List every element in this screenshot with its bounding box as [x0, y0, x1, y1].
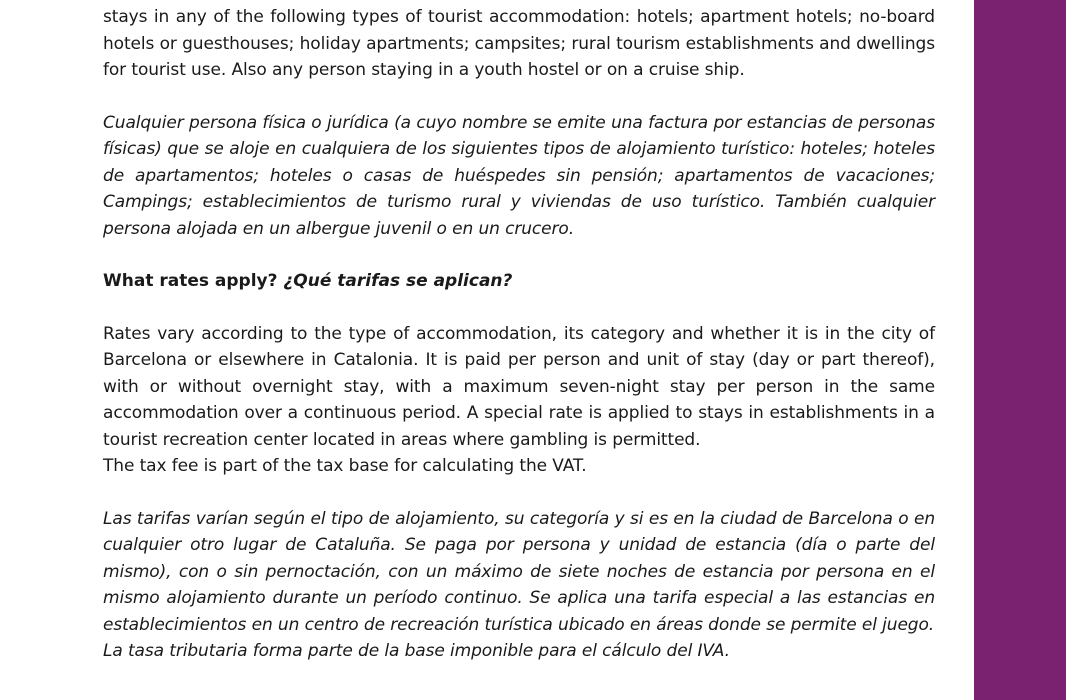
section-heading-rates: [103, 268, 935, 295]
document-content: [103, 4, 935, 691]
heading-es: ¿Qué tarifas se aplican?: [283, 271, 513, 291]
paragraph-es-rates: Las tarifas varían según el tipo de alojamiento, su categoría y si es en la ciudad de Barcelona o en cualquier otro lugar de Cataluña. Se paga por persona y unidad de estancia (día o parte del mismo), con o sin pernoctación, con un máximo de siete noches de estancia por persona en el mismo alojamiento durante un período continuo. Se aplica una tarifa especial a las estancias en establecimientos en un centro de recreación turística ubicado en áreas donde se permite el juego.: [103, 508, 935, 635]
purple-sidebar: [974, 0, 1080, 700]
paragraph-en-rates: Rates vary according to the type of accommodation, its category and whether it is in the city of Barcelona or elsewhere in Catalonia. It is paid per person and unit of stay (day or part thereof), with or without overnight stay, with a maximum seven-night stay per person in the same accommodation over a continuous period. A special rate is applied to stays in establishments in a tourist recreation center located in areas where gambling is permitted.: [103, 323, 935, 450]
paragraph-es-vat: La tasa tributaria forma parte de la base imponible para el cálculo del IVA.: [103, 641, 730, 661]
paragraph-en-vat: The tax fee is part of the tax base for calculating the VAT.: [103, 456, 587, 476]
sidebar-edge: [1066, 0, 1080, 700]
paragraph-es-who-pays: Cualquier persona física o jurídica (a cuyo nombre se emite una factura por estancias de personas físicas) que se aloje en cualquiera de los siguientes tipos de alojamiento turístico: hoteles; hoteles de apartamentos; hoteles o casas de huéspedes sin pensión; apartamentos de vacaciones; Campings; establecimientos de turismo rural y viviendas de uso turístico. También cualquier persona alojada en un albergue juvenil o en un crucero.: [103, 112, 935, 239]
heading-en: What rates apply?: [103, 271, 278, 291]
paragraph-en-who-pays: stays in any of the following types of tourist accommodation: hotels; apartment hotels; no-board hotels or guesthouses; holiday apartments; campsites; rural tourism establishments and dwellings for tourist use. Also any person staying in a youth hostel or on a cruise ship.: [103, 7, 935, 80]
